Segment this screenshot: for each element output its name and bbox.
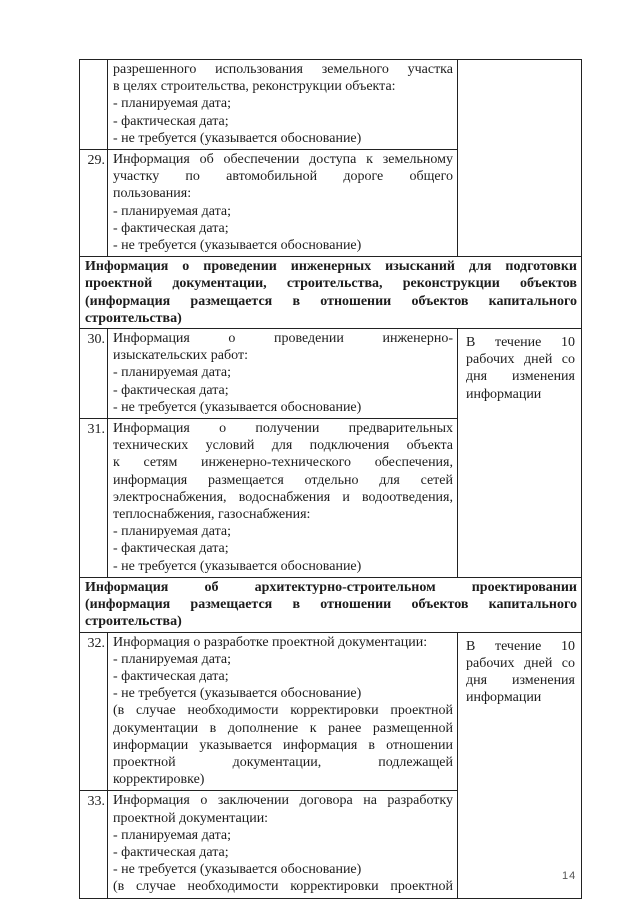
row-text-line: Информация о разработке проектной документации: <box>113 634 428 650</box>
row-text-line: электроснабжения, водоснабжения и водоотведения, <box>113 489 453 505</box>
row-text-line: - не требуется (указывается обоснование) <box>113 238 362 254</box>
row-text-line: - не требуется (указывается обоснование) <box>113 862 362 878</box>
table-row <box>80 60 457 149</box>
row-text-line: информации указывается информация в отношении <box>113 737 453 753</box>
row-text-line: - планируемая дата; <box>113 203 231 219</box>
row-text-line: в целях строительства, реконструкции объекта: <box>113 79 396 95</box>
row-text-line: информация размещается отдельно для сетей <box>113 472 453 488</box>
table-row-group <box>79 329 582 578</box>
row-text-line: Информация о заключении договора на разработку <box>113 793 453 809</box>
row-text-line: - планируемая дата; <box>113 651 231 667</box>
table-row <box>79 59 582 257</box>
row-text-line: пользования: <box>113 186 192 202</box>
rows-part3 <box>80 633 458 898</box>
row-text-line: (в случае необходимости корректировки проектной <box>113 879 453 895</box>
row-text <box>108 633 458 791</box>
row-text-line: участку по автомобильной дороге общего <box>113 169 453 185</box>
section-heading-line: (информация размещается в отношении объектов капитального <box>85 293 577 309</box>
term-text-line: информации <box>466 690 542 706</box>
row-text-line: - фактическая дата; <box>113 382 229 398</box>
row-text-line: - планируемая дата; <box>113 827 231 843</box>
term-cell-empty <box>458 60 581 256</box>
row-text-line: проектной документации: <box>113 810 269 826</box>
table-row <box>80 329 457 418</box>
section-heading-line: проектной документации, строительства, реконструкции объектов <box>85 276 577 292</box>
row-text-line: разрешенного использования земельного участка <box>113 62 453 77</box>
row-text-line: (в случае необходимости корректировки проектной <box>113 703 453 719</box>
table-row <box>80 149 457 256</box>
row-text-line: к сетям инженерно-технического обеспечения, <box>113 455 453 471</box>
row-text-line: - планируемая дата; <box>113 524 231 540</box>
row-text-line: - планируемая дата; <box>113 96 231 112</box>
row-number: 30. <box>80 329 108 418</box>
row-text-line: - не требуется (указывается обоснование) <box>113 399 362 415</box>
row-text-line: - фактическая дата; <box>113 844 229 860</box>
regulation-table <box>79 59 582 899</box>
row-text-line: документации в дополнение к ранее размещенной <box>113 720 453 736</box>
row-text <box>108 329 458 418</box>
row-text-line: технических условий для подключения объекта <box>113 438 453 454</box>
term-text-line: информации <box>466 386 542 402</box>
row-text-line: корректировке) <box>113 772 205 788</box>
row-text-line: - не требуется (указывается обоснование) <box>113 130 362 146</box>
term-text-line: В течение 10 <box>466 638 575 654</box>
page-number: 14 <box>562 870 577 882</box>
rows-part1 <box>80 60 458 256</box>
row-number <box>80 60 108 149</box>
row-text-line: - фактическая дата; <box>113 541 229 557</box>
section-heading-engineering-surveys <box>79 257 582 329</box>
section-heading-architectural-design <box>79 578 582 633</box>
row-number: 31. <box>80 419 108 577</box>
row-text-line: - не требуется (указывается обоснование) <box>113 686 362 702</box>
table-row-group <box>79 633 582 899</box>
term-cell <box>458 633 581 898</box>
section-heading-line: строительства) <box>85 614 182 630</box>
row-text-line: - планируемая дата; <box>113 365 231 381</box>
row-text-line: Информация об обеспечении доступа к земельному <box>113 152 453 168</box>
row-text <box>108 150 458 256</box>
table-row <box>80 633 457 791</box>
row-text <box>108 791 458 897</box>
row-text-line: - фактическая дата; <box>113 668 229 684</box>
section-heading-line: Информация об архитектурно-строительном проектировании <box>85 579 577 595</box>
term-text-line: рабочих дней со <box>466 352 575 368</box>
term-text-line: дня изменения <box>466 369 575 385</box>
row-text-line: - фактическая дата; <box>113 220 229 236</box>
row-text-line: Информация о проведении инженерно- <box>113 331 453 347</box>
section-heading-line: строительства) <box>85 310 182 326</box>
row-text-line: проектной документации, подлежащей <box>113 754 453 770</box>
row-number: 29. <box>80 150 108 256</box>
row-text <box>108 419 458 577</box>
term-text-line: дня изменения <box>466 672 575 688</box>
section-heading-line: Информация о проведении инженерных изысканий для подготовки <box>85 259 577 275</box>
row-text-line: Информация о получении предварительных <box>113 421 453 437</box>
table-row <box>80 790 457 897</box>
row-number: 32. <box>80 633 108 791</box>
row-text-line: теплоснабжения, газоснабжения: <box>113 507 311 523</box>
term-cell <box>458 329 581 577</box>
row-text-line: - не требуется (указывается обоснование) <box>113 558 362 574</box>
section-heading-line: (информация размещается в отношении объектов капитального <box>85 597 577 613</box>
row-text <box>108 60 458 149</box>
row-number: 33. <box>80 791 108 897</box>
row-text-line: изыскательских работ: <box>113 348 248 364</box>
rows-part2 <box>80 329 458 577</box>
term-text-line: В течение 10 <box>466 335 575 351</box>
row-text-line: - фактическая дата; <box>113 113 229 129</box>
term-text-line: рабочих дней со <box>466 655 575 671</box>
table-row <box>80 418 457 577</box>
